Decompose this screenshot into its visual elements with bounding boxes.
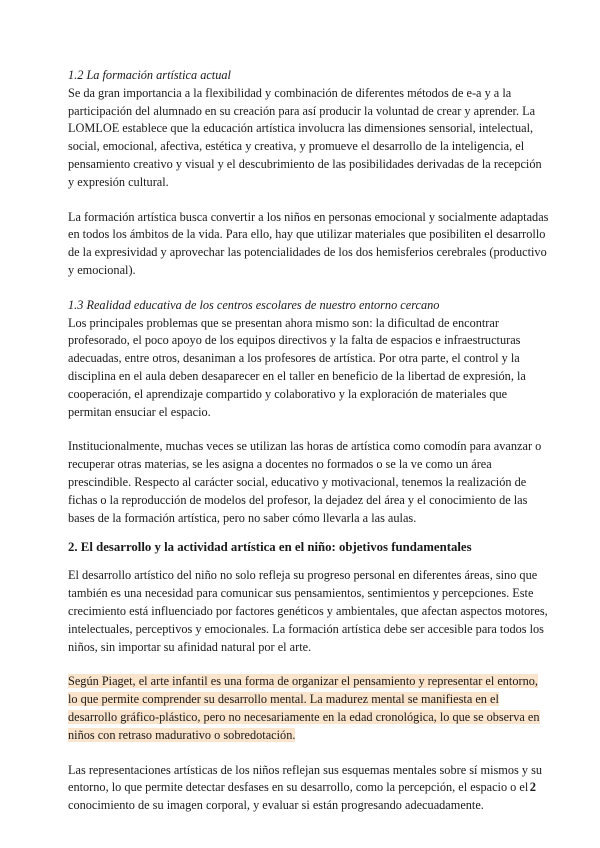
section-2-heading: 2. El desarrollo y la actividad artística en el niño: objetivos fundamentales [68,540,472,555]
section-1-2-paragraph-2: La formación artística busca convertir a los niños en personas emocional y socialmente adaptadas en todos los ámbitos de la vida. Para ello, hay que utilizar materiales que posibiliten el desarrollo de la expresividad y aprovechar las potencialidades de los dos hemisferios cerebrales (productivo y emocional). [68,209,549,277]
section-1-2-title: 1.2 La formación artística actual [68,68,231,82]
page-number: 2 [529,780,536,794]
section-1-2-paragraph-1: Se da gran importancia a la flexibilidad y combinación de diferentes métodos de e-a y a la participación del alumnado en su creación para así producir la voluntad de crear y aprender. La LOMLOE establece que la educación artística involucra las dimensiones sensorial, intelectual, social, emocional, afectiva, estética y creativa, y promueve el desarrollo de la inteligencia, el pensamiento creativo y visual y el descubrimiento de las posibilidades derivadas de la recepción y expresión cultural. [68,85,542,189]
section-2-paragraph-highlighted [68,673,550,744]
section-1-3-paragraph-2: Institucionalmente, muchas veces se utilizan las horas de artística como comodín para avanzar o recuperar otras materias, se les asigna a docentes no formados o se la ve como un área prescindible. Respecto al carácter social, educativo y motivacional, tenemos la realización de fichas o la reproducción de modelos del profesor, la dejadez del área y el conocimiento de las bases de la formación artística, pero no saber cómo llevarla a las aulas. [68,439,542,525]
section-1-3-paragraph-1: Los principales problemas que se presentan ahora mismo son: la dificultad de encontrar profesorado, el poco apoyo de los equipos directivos y la falta de espacios e infraestructuras adecuadas, entre otros, desaniman a los profesores de artística. Por otra parte, el control y la disciplina en el aula deben desaparecer en el taller en beneficio de la libertad de expresión, la cooperación, el aprendizaje compartido y colaborativo y la exploración de materiales que permitan ensuciar el espacio. [68,315,526,419]
highlighted-text: Según Piaget, el arte infantil es una forma de organizar el pensamiento y representar el entorno, lo que permite comprender su desarrollo mental. La madurez mental se manifiesta en el desarrollo gráfico-plástico, pero no necesariamente en la edad cronológica, lo que se observa en niños con retraso madurativo o sobredotación. [68,674,540,742]
section-1-3-title: 1.3 Realidad educativa de los centros escolares de nuestro entorno cercano [68,297,440,312]
section-2-paragraph-3: Las representaciones artísticas de los niños reflejan sus esquemas mentales sobre sí mismos y su entorno, lo que permite detectar desfases en su desarrollo, como la percepción, el espacio o el conocimiento de su imagen corporal, y evaluar si están progresando adecuadamente. [68,762,543,813]
section-2-paragraph-1: El desarrollo artístico del niño no solo refleja su progreso personal en diferentes áreas, sino que también es una necesidad para comunicar sus pensamientos, sentimientos y percepciones. Este crecimiento está influenciado por factores genéticos y ambientales, que afectan aspectos motores, intelectuales, perceptivos y emocionales. La formación artística debe ser accesible para todos los niños, sin importar su afinidad natural por el arte. [68,568,548,654]
